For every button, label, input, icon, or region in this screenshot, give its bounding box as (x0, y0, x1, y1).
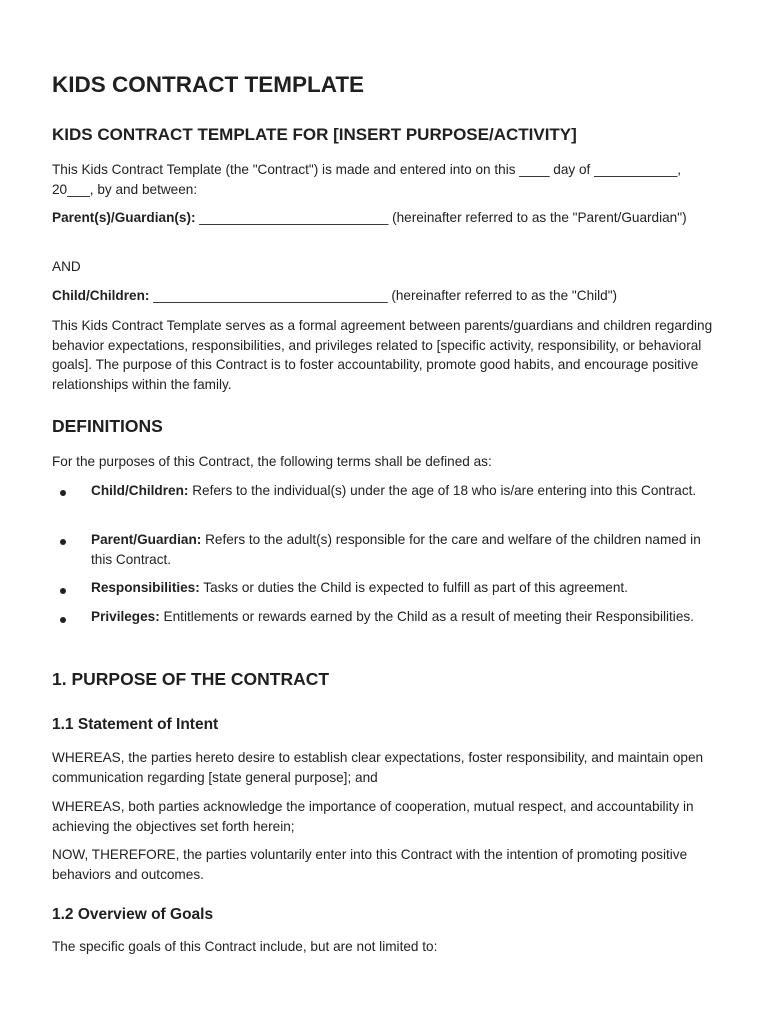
definition-item (91, 607, 723, 627)
definitions-intro: For the purposes of this Contract, the following terms shall be defined as: (52, 454, 492, 469)
now-therefore-paragraph: NOW, THEREFORE, the parties voluntarily enter into this Contract with the intention of promoting positive behaviors and outcomes. (52, 847, 688, 882)
definition-term: Parent/Guardian: (91, 532, 202, 547)
child-text: _______________________________ (hereinafter referred to as the "Child") (149, 288, 618, 303)
definition-item (91, 530, 723, 569)
bullet-icon (60, 539, 66, 545)
and-text: AND (52, 259, 81, 274)
definition-term: Privileges: (91, 609, 160, 624)
whereas-paragraph-2: WHEREAS, both parties acknowledge the importance of cooperation, mutual respect, and accountability in achieving the objectives set forth herein; (52, 799, 694, 834)
definition-text: Refers to the adult(s) responsible for the care and welfare of the children named in this Contract. (91, 532, 701, 567)
goals-intro: The specific goals of this Contract include, but are not limited to: (52, 939, 438, 954)
bullet-icon (60, 490, 66, 496)
definition-term: Responsibilities: (91, 580, 200, 595)
whereas-paragraph-1: WHEREAS, the parties hereto desire to establish clear expectations, foster responsibility, and maintain open communication regarding [state general purpose]; and (52, 750, 704, 785)
parent-guardian-line (52, 208, 722, 228)
document-title: KIDS CONTRACT TEMPLATE (52, 72, 365, 97)
definition-text: Entitlements or rewards earned by the Child as a result of meeting their Responsibilities. (159, 609, 694, 624)
intro-paragraph: This Kids Contract Template (the "Contract") is made and entered into on this ____ day of ___________, 20___, by and between: (52, 162, 682, 197)
definition-term: Child/Children: (91, 483, 189, 498)
section-1-1-heading: 1.1 Statement of Intent (52, 716, 219, 733)
document-subtitle: KIDS CONTRACT TEMPLATE FOR [INSERT PURPOSE/ACTIVITY] (52, 125, 577, 144)
bullet-icon (60, 617, 66, 623)
parent-label: Parent(s)/Guardian(s): (52, 210, 196, 225)
definition-item (91, 578, 723, 598)
child-line (52, 286, 722, 306)
parent-text: _________________________ (hereinafter referred to as the "Parent/Guardian") (195, 210, 687, 225)
definition-item (91, 481, 723, 501)
section-1-heading: 1. PURPOSE OF THE CONTRACT (52, 669, 330, 689)
child-label: Child/Children: (52, 288, 150, 303)
section-1-2-heading: 1.2 Overview of Goals (52, 906, 214, 923)
definition-text: Tasks or duties the Child is expected to fulfill as part of this agreement. (199, 580, 628, 595)
bullet-icon (60, 588, 66, 594)
definitions-heading: DEFINITIONS (52, 416, 163, 436)
overview-paragraph: This Kids Contract Template serves as a formal agreement between parents/guardians and children regarding behavior expectations, responsibilities, and privileges related to [specific activity, responsibility, or behavioral goals]. The purpose of this Contract is to foster accountability, promote good habits, and encourage positive relationships within the family. (52, 318, 713, 392)
definition-text: Refers to the individual(s) under the age of 18 who is/are entering into this Contract. (188, 483, 697, 498)
